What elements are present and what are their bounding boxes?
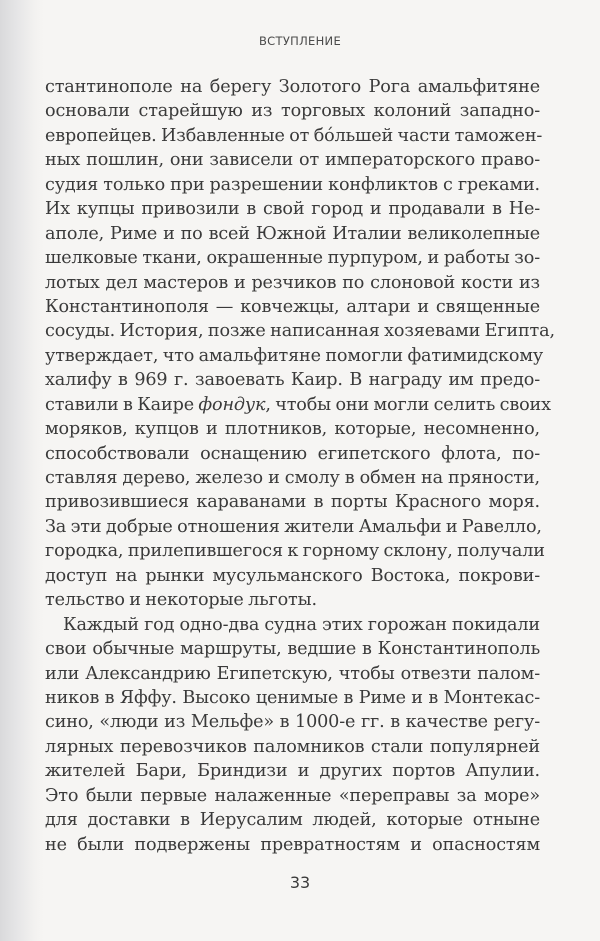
text-line: свои обычные маршруты, ведшие в Константинополь xyxy=(45,639,540,660)
text-line: для доставки в Иерусалим людей, которые отныне xyxy=(45,810,540,831)
text-line: моряков, купцов и плотников, которые, несомненно, xyxy=(45,419,540,440)
text-line: основали старейшую из торговых колоний западно- xyxy=(45,101,540,122)
text-line: сино, «люди из Мельфе» в 1000-е гг. в качестве регу- xyxy=(45,712,540,733)
text-line: За эти добрые отношения жители Амальфи и Равелло, xyxy=(45,516,542,537)
text-line: городка, прилепившегося к горному склону, получали xyxy=(45,541,545,562)
text-line: шелковые ткани, окрашенные пурпуром, и работы зо- xyxy=(45,248,540,269)
text-line: жителей Бари, Бриндизи и других портов Апулии. xyxy=(45,761,540,782)
text-line: не были подвержены превратностям и опасностям xyxy=(45,834,540,855)
paragraph-2 xyxy=(45,613,540,857)
page-number: 33 xyxy=(289,873,311,892)
text-line: привозившиеся караванами в порты Красного моря. xyxy=(45,492,540,513)
text-line: Их купцы привозили в свой город и продавали в Не- xyxy=(45,199,540,220)
text-line: сосуды. История, позже написанная хозяевами Египта, xyxy=(45,321,555,342)
running-head: ВСТУПЛЕНИЕ xyxy=(258,34,342,48)
text-line: лярных перевозчиков паломников стали популярней xyxy=(45,736,540,757)
text-run: , чтобы они могли селить своих xyxy=(265,394,551,415)
text-line: лотых дел мастеров и резчиков по слоновой кости из xyxy=(45,272,540,293)
text-line: утверждает, что амальфитяне помогли фатимидскому xyxy=(45,345,544,366)
text-line: тельство и некоторые льготы. xyxy=(45,590,317,611)
text-line: доступ на рынки мусульманского Востока, покрови- xyxy=(45,565,540,586)
text-line: Константинополя — ковчежцы, алтари и священные xyxy=(45,296,540,317)
body-text xyxy=(45,75,555,857)
text-line: ставляя дерево, железо и смолу в обмен на пряности, xyxy=(45,468,540,488)
text-run: ставили в Каире xyxy=(45,394,199,415)
text-line: судия только при разрешении конфликтов с греками. xyxy=(45,174,540,195)
italic-term-fonduk: фондук xyxy=(198,394,266,415)
text-line: ников в Яффу. Высоко ценимые в Риме и в Монтекас- xyxy=(45,687,540,708)
text-line: ных пошлин, они зависели от императорского право- xyxy=(45,150,540,171)
text-line: или Александрию Египетскую, чтобы отвезти палом- xyxy=(45,663,540,684)
paragraph-1 xyxy=(45,75,555,613)
book-spine-shadow xyxy=(0,0,44,941)
text-line: стантинополе на берегу Золотого Рога амальфитяне xyxy=(45,77,540,97)
text-line: способствовали оснащению египетского флота, по- xyxy=(45,443,540,464)
text-line: европейцев. Избавленные от бóльшей части таможен- xyxy=(45,125,543,146)
text-line: аполе, Риме и по всей Южной Италии великолепные xyxy=(45,223,540,244)
text-line: Каждый год одно-два судна этих горожан покидали xyxy=(63,614,540,635)
text-line: халифу в 969 г. завоевать Каир. В награду им предо- xyxy=(45,370,540,391)
text-line: Это были первые налаженные «переправы за море» xyxy=(45,785,540,806)
text-line-with-italic xyxy=(45,393,551,417)
